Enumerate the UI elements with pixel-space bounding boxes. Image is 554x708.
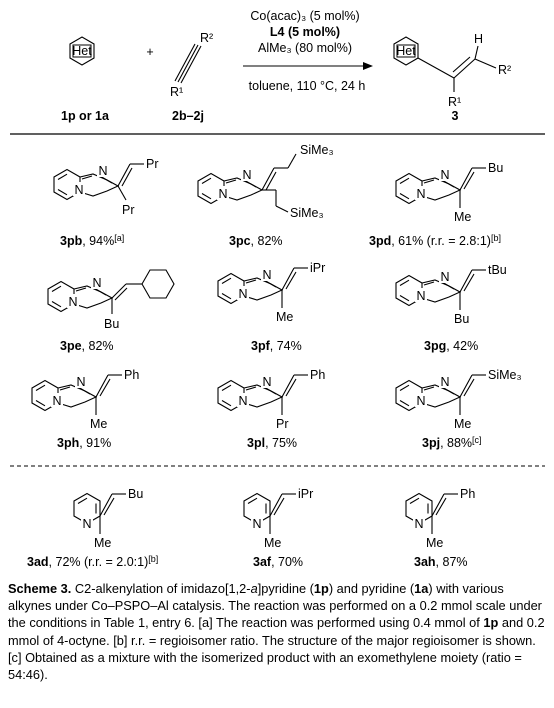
product-general	[394, 32, 511, 109]
compound-3pb	[54, 157, 159, 217]
substituent-top: Ph	[460, 487, 476, 501]
n-atom: N	[440, 375, 450, 389]
n-atom: N	[440, 168, 450, 182]
compound-3af	[244, 487, 313, 550]
substituent-bottom: Bu	[104, 317, 120, 331]
condition-solvent: toluene, 110 °C, 24 h	[248, 79, 366, 93]
plus-sign: +	[146, 45, 154, 59]
n-atom: N	[218, 187, 228, 201]
substituent-top: iPr	[310, 261, 326, 275]
condition-additive: AlMe₃ (80 mol%)	[257, 41, 353, 55]
substituent-bottom: Me	[454, 210, 472, 224]
reactant-alkyne	[170, 31, 213, 99]
label-3pf: 3pf, 74%	[251, 339, 302, 353]
substituent-top: Bu	[128, 487, 144, 501]
substituent-bottom: Me	[264, 536, 282, 550]
n-atom: N	[82, 517, 92, 531]
n-atom: N	[76, 375, 86, 389]
label-3ah: 3ah, 87%	[414, 555, 468, 569]
label-3pd: 3pd, 61% (r.r. = 2.8:1)[b]	[369, 233, 501, 248]
label-3ad: 3ad, 72% (r.r. = 2.0:1)[b]	[27, 554, 159, 569]
n-atom: N	[238, 394, 248, 408]
condition-ligand: L4 (5 mol%)	[269, 25, 341, 39]
compound-3pe	[48, 270, 174, 331]
reactant1-label: 1p or 1a	[61, 109, 109, 123]
label-3pg: 3pg, 42%	[424, 339, 479, 353]
n-atom: N	[262, 268, 272, 282]
substituent-top: Ph	[124, 368, 140, 382]
compound-3pf	[218, 261, 325, 324]
substituent-top: SiMe₃	[300, 143, 334, 157]
substituent-bottom: Bu	[454, 312, 470, 326]
substituent-top: Ph	[310, 368, 326, 382]
n-atom: N	[416, 394, 426, 408]
label-3pb: 3pb, 94%[a]	[60, 233, 125, 248]
compound-3pg	[396, 263, 507, 326]
n-atom: N	[440, 270, 450, 284]
n-atom: N	[252, 517, 262, 531]
n-atom: N	[74, 183, 84, 197]
substituent-bottom: Pr	[276, 417, 289, 431]
compound-3pj	[396, 368, 522, 431]
label-3af: 3af, 70%	[253, 555, 304, 569]
label-3pe: 3pe, 82%	[60, 339, 114, 353]
n-atom: N	[242, 168, 252, 182]
n-atom: N	[52, 394, 62, 408]
product-label: 3	[451, 109, 459, 123]
n-atom: N	[68, 295, 78, 309]
n-atom: N	[416, 187, 426, 201]
label-3pj: 3pj, 88%[c]	[422, 435, 482, 450]
compound-3pl	[218, 368, 325, 431]
alkyne-r1: R¹	[170, 85, 184, 99]
substituent-top: tBu	[488, 263, 507, 277]
n-atom: N	[92, 276, 102, 290]
label-3ph: 3ph, 91%	[57, 436, 112, 450]
n-atom: N	[416, 289, 426, 303]
scheme-caption: Scheme 3. C2-alkenylation of imidazo[1,2-a]pyridine (1p) and pyridine (1a) with various alkynes under Co–PSPO–Al catalysis. The reaction was performed on a 0.2 mmol scale under the conditions in Table 1, entry 6. [a] The reaction was performed using 0.4 mmol of 1p and 0.2 mmol of 4-octyne. [b] r.r. = regioisomer ratio. The structure of the major regioisomer is shown. [c] Obtained as a mixture with the isomerized product with an exomethylene moiety (ratio = 54:46).	[8, 581, 545, 683]
substituent-bottom: Me	[94, 536, 112, 550]
n-atom: N	[262, 375, 272, 389]
substituent-top: Bu	[488, 161, 504, 175]
arrow-head	[363, 62, 373, 70]
compound-3ad	[74, 487, 143, 550]
reactant-het-arene	[70, 37, 94, 65]
substituent-bottom: Me	[90, 417, 108, 431]
compound-3ph	[32, 368, 139, 431]
substituent-bottom: Me	[276, 310, 294, 324]
product-het-label: Het	[396, 44, 416, 58]
product-r1: R¹	[448, 95, 462, 109]
substituent-top: iPr	[298, 487, 314, 501]
substituent-top: Pr	[146, 157, 159, 171]
substituent-top: SiMe₃	[488, 368, 522, 382]
product-h: H	[474, 32, 484, 46]
n-atom: N	[98, 164, 108, 178]
label-3pc: 3pc, 82%	[229, 234, 283, 248]
substituent-bottom: SiMe₃	[290, 206, 324, 220]
compound-3pc	[198, 143, 334, 220]
substituent-bottom: Pr	[122, 203, 135, 217]
condition-catalyst: Co(acac)₃ (5 mol%)	[250, 9, 360, 23]
compound-3ah	[406, 487, 475, 550]
product-r2: R²	[498, 63, 512, 77]
n-atom: N	[414, 517, 424, 531]
caption-title: Scheme 3.	[8, 581, 72, 596]
reactant2-label: 2b–2j	[172, 109, 204, 123]
n-atom: N	[238, 287, 248, 301]
label-3pl: 3pl, 75%	[247, 436, 298, 450]
het-label: Het	[72, 44, 92, 58]
substituent-bottom: Me	[426, 536, 444, 550]
compound-3pd	[396, 161, 503, 224]
alkyne-r2: R²	[200, 31, 214, 45]
substituent-bottom: Me	[454, 417, 472, 431]
